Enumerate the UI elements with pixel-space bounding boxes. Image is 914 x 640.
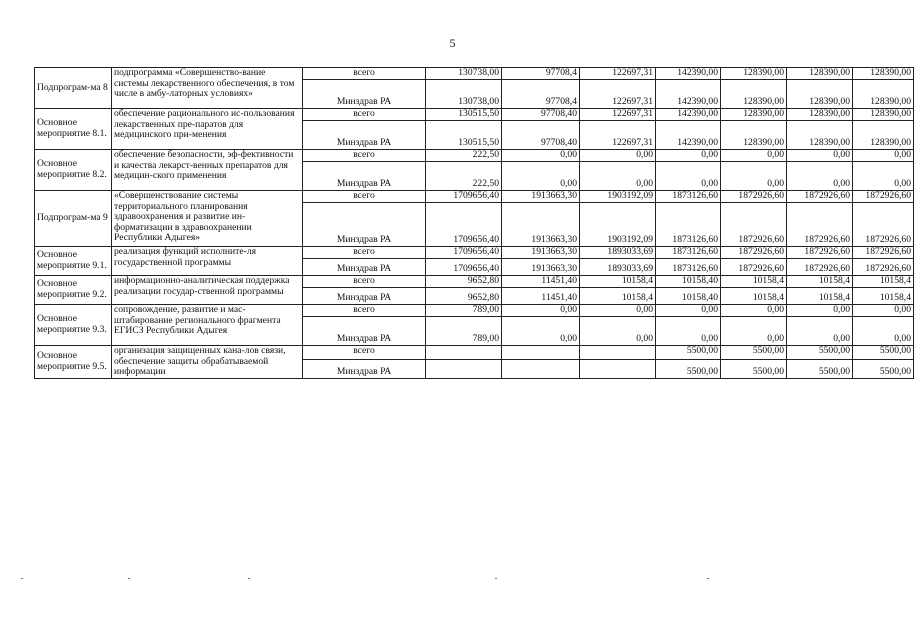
amount-cell: 5500,00 bbox=[853, 346, 914, 360]
amount-cell: 128390,00 bbox=[853, 80, 914, 109]
amount-cell: 128390,00 bbox=[721, 80, 787, 109]
amount-cell: 0,00 bbox=[787, 305, 853, 317]
amount-cell: 128390,00 bbox=[721, 121, 787, 150]
amount-cell: 0,00 bbox=[502, 317, 580, 346]
scan-dot bbox=[495, 578, 497, 579]
amount-cell: 5500,00 bbox=[721, 346, 787, 360]
amount-cell: 5500,00 bbox=[721, 359, 787, 378]
amount-cell: 0,00 bbox=[656, 150, 721, 162]
amount-cell: 1913663,30 bbox=[502, 247, 580, 259]
row-name: информационно-аналитическая поддержка реализации государ-ственной программы bbox=[112, 276, 303, 305]
table-row bbox=[35, 109, 914, 121]
amount-cell: 10158,4 bbox=[787, 276, 853, 288]
amount-cell: 1893033,69 bbox=[580, 259, 656, 276]
table-row bbox=[35, 305, 914, 317]
row-name: обеспечение безопасности, эф-фективности и качества лекарст-венных препаратов для медицин-ского применения bbox=[112, 150, 303, 191]
amount-cell: 128390,00 bbox=[721, 109, 787, 121]
amount-cell: 1873126,60 bbox=[656, 247, 721, 259]
amount-cell: 122697,31 bbox=[580, 109, 656, 121]
funding-source: Минздрав РА bbox=[303, 288, 426, 305]
amount-cell: 11451,40 bbox=[502, 276, 580, 288]
amount-cell: 1872926,60 bbox=[721, 259, 787, 276]
amount-cell: 1913663,30 bbox=[502, 203, 580, 247]
amount-cell: 0,00 bbox=[656, 305, 721, 317]
amount-cell: 1872926,60 bbox=[721, 247, 787, 259]
amount-cell: 1872926,60 bbox=[787, 259, 853, 276]
row-status: Подпрограм-ма 9 bbox=[35, 191, 112, 247]
amount-cell: 1872926,60 bbox=[853, 259, 914, 276]
amount-cell: 0,00 bbox=[787, 162, 853, 191]
row-status: Основное мероприятие 9.3. bbox=[35, 305, 112, 346]
amount-cell: 0,00 bbox=[656, 317, 721, 346]
amount-cell: 1873126,60 bbox=[656, 203, 721, 247]
amount-cell: 128390,00 bbox=[787, 121, 853, 150]
amount-cell: 5500,00 bbox=[787, 346, 853, 360]
page-number: 5 bbox=[449, 36, 456, 50]
amount-cell bbox=[580, 346, 656, 360]
table-row bbox=[35, 150, 914, 162]
amount-cell: 789,00 bbox=[426, 317, 502, 346]
scan-dot bbox=[707, 578, 709, 579]
amount-cell: 130515,50 bbox=[426, 121, 502, 150]
amount-cell: 1913663,30 bbox=[502, 259, 580, 276]
amount-cell bbox=[426, 346, 502, 360]
funding-source: всего bbox=[303, 191, 426, 203]
amount-cell: 142390,00 bbox=[656, 121, 721, 150]
table-row bbox=[35, 68, 914, 80]
amount-cell bbox=[580, 359, 656, 378]
amount-cell: 0,00 bbox=[721, 305, 787, 317]
amount-cell: 9652,80 bbox=[426, 288, 502, 305]
row-name: обеспечение рационального ис-пользования лекарственных пре-паратов для медицинского при-менения bbox=[112, 109, 303, 150]
amount-cell: 1873126,60 bbox=[656, 259, 721, 276]
amount-cell: 10158,40 bbox=[656, 288, 721, 305]
funding-source: Минздрав РА bbox=[303, 317, 426, 346]
amount-cell: 9652,80 bbox=[426, 276, 502, 288]
amount-cell: 5500,00 bbox=[656, 359, 721, 378]
amount-cell: 130738,00 bbox=[426, 68, 502, 80]
amount-cell: 0,00 bbox=[580, 305, 656, 317]
scan-dot bbox=[128, 578, 130, 579]
funding-source: Минздрав РА bbox=[303, 80, 426, 109]
amount-cell: 1903192,09 bbox=[580, 191, 656, 203]
amount-cell: 122697,31 bbox=[580, 80, 656, 109]
row-status: Основное мероприятие 8.1. bbox=[35, 109, 112, 150]
amount-cell: 0,00 bbox=[502, 150, 580, 162]
budget-table-body bbox=[35, 68, 914, 379]
row-name: подпрограмма «Совершенство-вание системы лекарственного обеспечения, в том числе в амбу-латорных условиях» bbox=[112, 68, 303, 109]
amount-cell: 10158,4 bbox=[721, 276, 787, 288]
scan-dot bbox=[248, 578, 250, 579]
row-name: реализация функций исполните-ля государственной программы bbox=[112, 247, 303, 276]
amount-cell: 122697,31 bbox=[580, 68, 656, 80]
amount-cell: 222,50 bbox=[426, 150, 502, 162]
amount-cell: 128390,00 bbox=[721, 68, 787, 80]
amount-cell: 128390,00 bbox=[853, 121, 914, 150]
row-status: Основное мероприятие 8.2. bbox=[35, 150, 112, 191]
funding-source: всего bbox=[303, 247, 426, 259]
amount-cell: 5500,00 bbox=[787, 359, 853, 378]
amount-cell: 130515,50 bbox=[426, 109, 502, 121]
scan-artifacts bbox=[0, 578, 905, 584]
amount-cell: 5500,00 bbox=[656, 346, 721, 360]
amount-cell: 10158,4 bbox=[853, 276, 914, 288]
amount-cell: 0,00 bbox=[787, 150, 853, 162]
row-status: Основное мероприятие 9.2. bbox=[35, 276, 112, 305]
amount-cell: 789,00 bbox=[426, 305, 502, 317]
table-row bbox=[35, 191, 914, 203]
funding-source: Минздрав РА bbox=[303, 259, 426, 276]
amount-cell: 1709656,40 bbox=[426, 259, 502, 276]
amount-cell: 10158,4 bbox=[787, 288, 853, 305]
row-status: Основное мероприятие 9.1. bbox=[35, 247, 112, 276]
amount-cell: 97708,4 bbox=[502, 68, 580, 80]
amount-cell: 130738,00 bbox=[426, 80, 502, 109]
funding-source: всего bbox=[303, 150, 426, 162]
amount-cell: 128390,00 bbox=[853, 109, 914, 121]
amount-cell: 1872926,60 bbox=[721, 191, 787, 203]
row-name: организация защищенных кана-лов связи, обеспечение защиты обрабатываемой информации bbox=[112, 346, 303, 379]
table-row bbox=[35, 346, 914, 360]
amount-cell: 10158,4 bbox=[580, 276, 656, 288]
amount-cell: 0,00 bbox=[721, 162, 787, 191]
amount-cell: 1872926,60 bbox=[853, 247, 914, 259]
funding-source: всего bbox=[303, 305, 426, 317]
amount-cell: 0,00 bbox=[580, 150, 656, 162]
amount-cell: 1903192,09 bbox=[580, 203, 656, 247]
amount-cell: 128390,00 bbox=[787, 80, 853, 109]
row-status: Основное мероприятие 9.5. bbox=[35, 346, 112, 379]
amount-cell: 11451,40 bbox=[502, 288, 580, 305]
funding-source: всего bbox=[303, 276, 426, 288]
amount-cell: 142390,00 bbox=[656, 109, 721, 121]
amount-cell: 10158,4 bbox=[853, 288, 914, 305]
amount-cell: 222,50 bbox=[426, 162, 502, 191]
amount-cell: 122697,31 bbox=[580, 121, 656, 150]
amount-cell: 0,00 bbox=[853, 150, 914, 162]
funding-source: Минздрав РА bbox=[303, 162, 426, 191]
amount-cell: 0,00 bbox=[580, 317, 656, 346]
amount-cell: 1709656,40 bbox=[426, 191, 502, 203]
amount-cell: 0,00 bbox=[853, 162, 914, 191]
amount-cell: 0,00 bbox=[502, 305, 580, 317]
row-name: «Совершенствование системы территориального планирования здравоохранения и развитие ин-форматизации в здравоохранении Республики Адыгея» bbox=[112, 191, 303, 247]
funding-source: Минздрав РА bbox=[303, 121, 426, 150]
table-row bbox=[35, 247, 914, 259]
amount-cell: 128390,00 bbox=[853, 68, 914, 80]
amount-cell: 1709656,40 bbox=[426, 203, 502, 247]
amount-cell: 0,00 bbox=[656, 162, 721, 191]
amount-cell: 0,00 bbox=[787, 317, 853, 346]
amount-cell: 0,00 bbox=[853, 317, 914, 346]
funding-source: всего bbox=[303, 109, 426, 121]
amount-cell: 1893033,69 bbox=[580, 247, 656, 259]
funding-source: всего bbox=[303, 68, 426, 80]
amount-cell: 10158,4 bbox=[580, 288, 656, 305]
amount-cell: 97708,40 bbox=[502, 109, 580, 121]
amount-cell: 0,00 bbox=[502, 162, 580, 191]
amount-cell: 10158,40 bbox=[656, 276, 721, 288]
amount-cell: 142390,00 bbox=[656, 80, 721, 109]
amount-cell: 0,00 bbox=[853, 305, 914, 317]
amount-cell: 97708,4 bbox=[502, 80, 580, 109]
amount-cell bbox=[426, 359, 502, 378]
amount-cell: 97708,40 bbox=[502, 121, 580, 150]
amount-cell: 0,00 bbox=[580, 162, 656, 191]
amount-cell: 0,00 bbox=[721, 150, 787, 162]
amount-cell: 0,00 bbox=[721, 317, 787, 346]
amount-cell: 5500,00 bbox=[853, 359, 914, 378]
amount-cell: 142390,00 bbox=[656, 68, 721, 80]
amount-cell: 1872926,60 bbox=[853, 191, 914, 203]
amount-cell: 1873126,60 bbox=[656, 191, 721, 203]
amount-cell: 1872926,60 bbox=[787, 191, 853, 203]
amount-cell: 10158,4 bbox=[721, 288, 787, 305]
amount-cell: 1913663,30 bbox=[502, 191, 580, 203]
table-row bbox=[35, 276, 914, 288]
amount-cell: 128390,00 bbox=[787, 109, 853, 121]
funding-source: Минздрав РА bbox=[303, 203, 426, 247]
amount-cell: 1872926,60 bbox=[853, 203, 914, 247]
row-status: Подпрограм-ма 8 bbox=[35, 68, 112, 109]
row-name: сопровождение, развитие и мас-штабирование регионального фрагмента ЕГИСЗ Республики Адыгея bbox=[112, 305, 303, 346]
budget-table bbox=[34, 67, 914, 379]
funding-source: Минздрав РА bbox=[303, 359, 426, 378]
amount-cell: 1872926,60 bbox=[787, 203, 853, 247]
amount-cell bbox=[502, 359, 580, 378]
amount-cell: 128390,00 bbox=[787, 68, 853, 80]
amount-cell: 1872926,60 bbox=[721, 203, 787, 247]
scan-dot bbox=[21, 578, 23, 579]
amount-cell: 1709656,40 bbox=[426, 247, 502, 259]
amount-cell bbox=[502, 346, 580, 360]
funding-source: всего bbox=[303, 346, 426, 360]
amount-cell: 1872926,60 bbox=[787, 247, 853, 259]
